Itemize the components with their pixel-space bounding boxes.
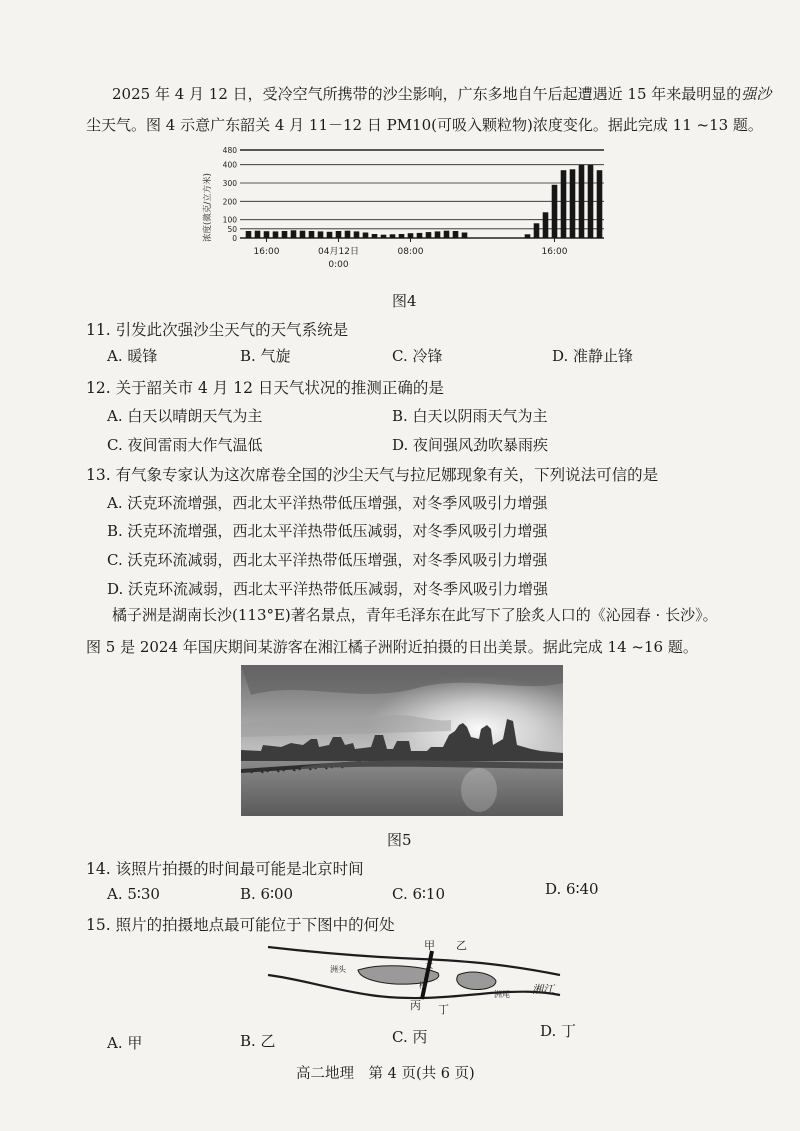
question-14-option-d[interactable]: D. 6∶40 <box>545 880 599 898</box>
sunrise-photo <box>241 665 563 816</box>
pm10-bar <box>444 231 450 238</box>
pm10-bar <box>381 235 387 238</box>
label-zhoutou: 洲头 <box>330 965 346 974</box>
pm10-bar <box>426 232 432 238</box>
chart-y-axis-label: 浓度(微克/立方米) <box>203 173 213 242</box>
y-tick-label: 100 <box>222 215 237 225</box>
figure-4-caption: 图4 <box>392 292 417 310</box>
question-14-option-b[interactable]: B. 6∶00 <box>240 885 294 903</box>
pm10-bar <box>453 231 459 238</box>
pm10-bar <box>336 231 342 238</box>
y-tick-label: 480 <box>222 146 237 155</box>
chart-grid <box>240 150 604 238</box>
intro-handwritten: 强沙 <box>741 85 772 103</box>
pm10-bar <box>327 232 333 238</box>
pm10-bar <box>579 165 585 238</box>
label-xiangjiang: 湘江 <box>532 983 554 996</box>
pm10-bar <box>372 234 378 238</box>
chart-x-ticks <box>254 238 568 270</box>
pm10-bar <box>345 231 351 238</box>
chart-y-ticks <box>223 146 238 243</box>
y-tick-label: 200 <box>222 197 237 207</box>
pm10-bar <box>435 231 441 238</box>
pm10-bar <box>309 231 315 238</box>
pm10-bar <box>318 231 324 238</box>
y-tick-label: 300 <box>222 179 237 188</box>
pm10-bar <box>363 233 369 239</box>
figure-5-caption: 图5 <box>387 831 412 849</box>
pm10-bar <box>543 212 549 238</box>
label-bridge-char-1: 大 <box>425 961 433 970</box>
island-downstream <box>457 972 496 989</box>
question-11-stem: 11. 引发此次强沙尘天气的天气系统是 <box>86 321 349 339</box>
question-14-option-a[interactable]: A. 5∶30 <box>107 885 160 903</box>
question-13-option-a[interactable]: A. 沃克环流增强，西北太平洋热带低压增强，对冬季风吸引力增强 <box>107 494 548 512</box>
label-yi: 乙 <box>456 939 467 952</box>
question-15-option-d[interactable]: D. 丁 <box>540 1022 577 1040</box>
question-12-option-a[interactable]: A. 白天以晴朗天气为主 <box>107 407 263 425</box>
pm10-bar <box>561 170 567 238</box>
question-13-stem: 13. 有气象专家认为这次席卷全国的沙尘天气与拉尼娜现象有关，下列说法可信的是 <box>86 466 659 484</box>
intro-paragraph-2: 橘子洲是湖南长沙(113°E)著名景点，青年毛泽东在此写下了脍炙人口的《沁园春 · 长沙》。 <box>112 606 718 624</box>
question-11-option-c[interactable]: C. 冷锋 <box>392 347 443 365</box>
intro-line-2: 尘天气。图 4 示意广东韶关 4 月 11－12 日 PM10(可吸入颗粒物)浓度变化。据此完成 11 ~13 题。 <box>86 116 763 134</box>
pm10-bar <box>282 231 288 238</box>
pm10-bar <box>417 233 423 238</box>
pm10-bar <box>462 233 468 239</box>
pm10-bar <box>390 234 396 238</box>
pm10-bar <box>354 231 360 238</box>
question-14-option-c[interactable]: C. 6∶10 <box>392 885 446 903</box>
pm10-bar <box>408 233 414 238</box>
pm10-bar <box>597 170 603 238</box>
xiangjiang-map <box>260 935 570 1020</box>
question-13-option-b[interactable]: B. 沃克环流增强，西北太平洋热带低压减弱，对冬季风吸引力增强 <box>107 522 548 540</box>
pm10-bar <box>246 231 252 238</box>
label-jia: 甲 <box>424 939 435 952</box>
pm10-bar <box>291 230 297 238</box>
pm10-bar <box>525 234 531 238</box>
question-11-option-d[interactable]: D. 准静止锋 <box>552 347 634 365</box>
question-15-option-b[interactable]: B. 乙 <box>240 1032 276 1050</box>
x-tick-label: 0:00 <box>328 260 349 270</box>
pm10-bar <box>255 231 261 238</box>
label-bridge-char-2: 桥 <box>419 981 427 990</box>
question-12-option-d[interactable]: D. 夜间强风劲吹暴雨疾 <box>392 436 549 454</box>
question-15-stem: 15. 照片的拍摄地点最可能位于下图中的何处 <box>86 916 395 934</box>
question-11-option-b[interactable]: B. 气旋 <box>240 347 291 365</box>
intro-paragraph-2-line-2: 图 5 是 2024 年国庆期间某游客在湘江橘子洲附近拍摄的日出美景。据此完成 14 ~16 题。 <box>86 638 698 656</box>
question-12-option-b[interactable]: B. 白天以阴雨天气为主 <box>392 407 548 425</box>
label-ding: 丁 <box>438 1003 449 1016</box>
y-tick-label: 400 <box>222 160 237 170</box>
intro-line-1: 2025 年 4 月 12 日，受冷空气所携带的沙尘影响，广东多地自午后起遭遇近 15 年来最明显的 <box>112 85 742 103</box>
question-11-option-a[interactable]: A. 暖锋 <box>107 347 158 365</box>
question-12-option-c[interactable]: C. 夜间雷雨大作气温低 <box>107 436 263 454</box>
intro-paragraph-1 <box>112 79 772 110</box>
x-tick-label: 16:00 <box>253 247 280 257</box>
pm10-bar <box>570 169 576 238</box>
y-tick-label: 50 <box>227 224 237 234</box>
pm10-bar <box>273 231 279 238</box>
x-tick-label: 16:00 <box>541 247 568 257</box>
pm10-bar <box>300 231 306 238</box>
page-footer: 高二地理 第 4 页(共 6 页) <box>296 1066 475 1082</box>
label-bing: 丙 <box>410 999 421 1012</box>
label-zhouwei: 洲尾 <box>494 990 510 999</box>
question-15-option-c[interactable]: C. 丙 <box>392 1028 428 1046</box>
question-13-option-d[interactable]: D. 沃克环流减弱，西北太平洋热带低压减弱，对冬季风吸引力增强 <box>107 580 549 598</box>
pm10-bar <box>264 231 270 238</box>
y-tick-label: 0 <box>232 234 237 243</box>
x-tick-label: 08:00 <box>397 247 424 257</box>
question-13-option-c[interactable]: C. 沃克环流减弱，西北太平洋热带低压增强，对冬季风吸引力增强 <box>107 551 548 569</box>
pm10-bar <box>534 223 540 238</box>
question-15-option-a[interactable]: A. 甲 <box>107 1034 143 1052</box>
question-12-stem: 12. 关于韶关市 4 月 12 日天气状况的推测正确的是 <box>86 379 444 397</box>
pm10-bar <box>552 185 558 238</box>
pm10-chart <box>196 144 616 284</box>
pm10-bar <box>399 234 405 238</box>
pm10-bar <box>588 165 594 238</box>
question-14-stem: 14. 该照片拍摄的时间最可能是北京时间 <box>86 860 364 878</box>
x-tick-label: 04月12日 <box>318 247 359 257</box>
